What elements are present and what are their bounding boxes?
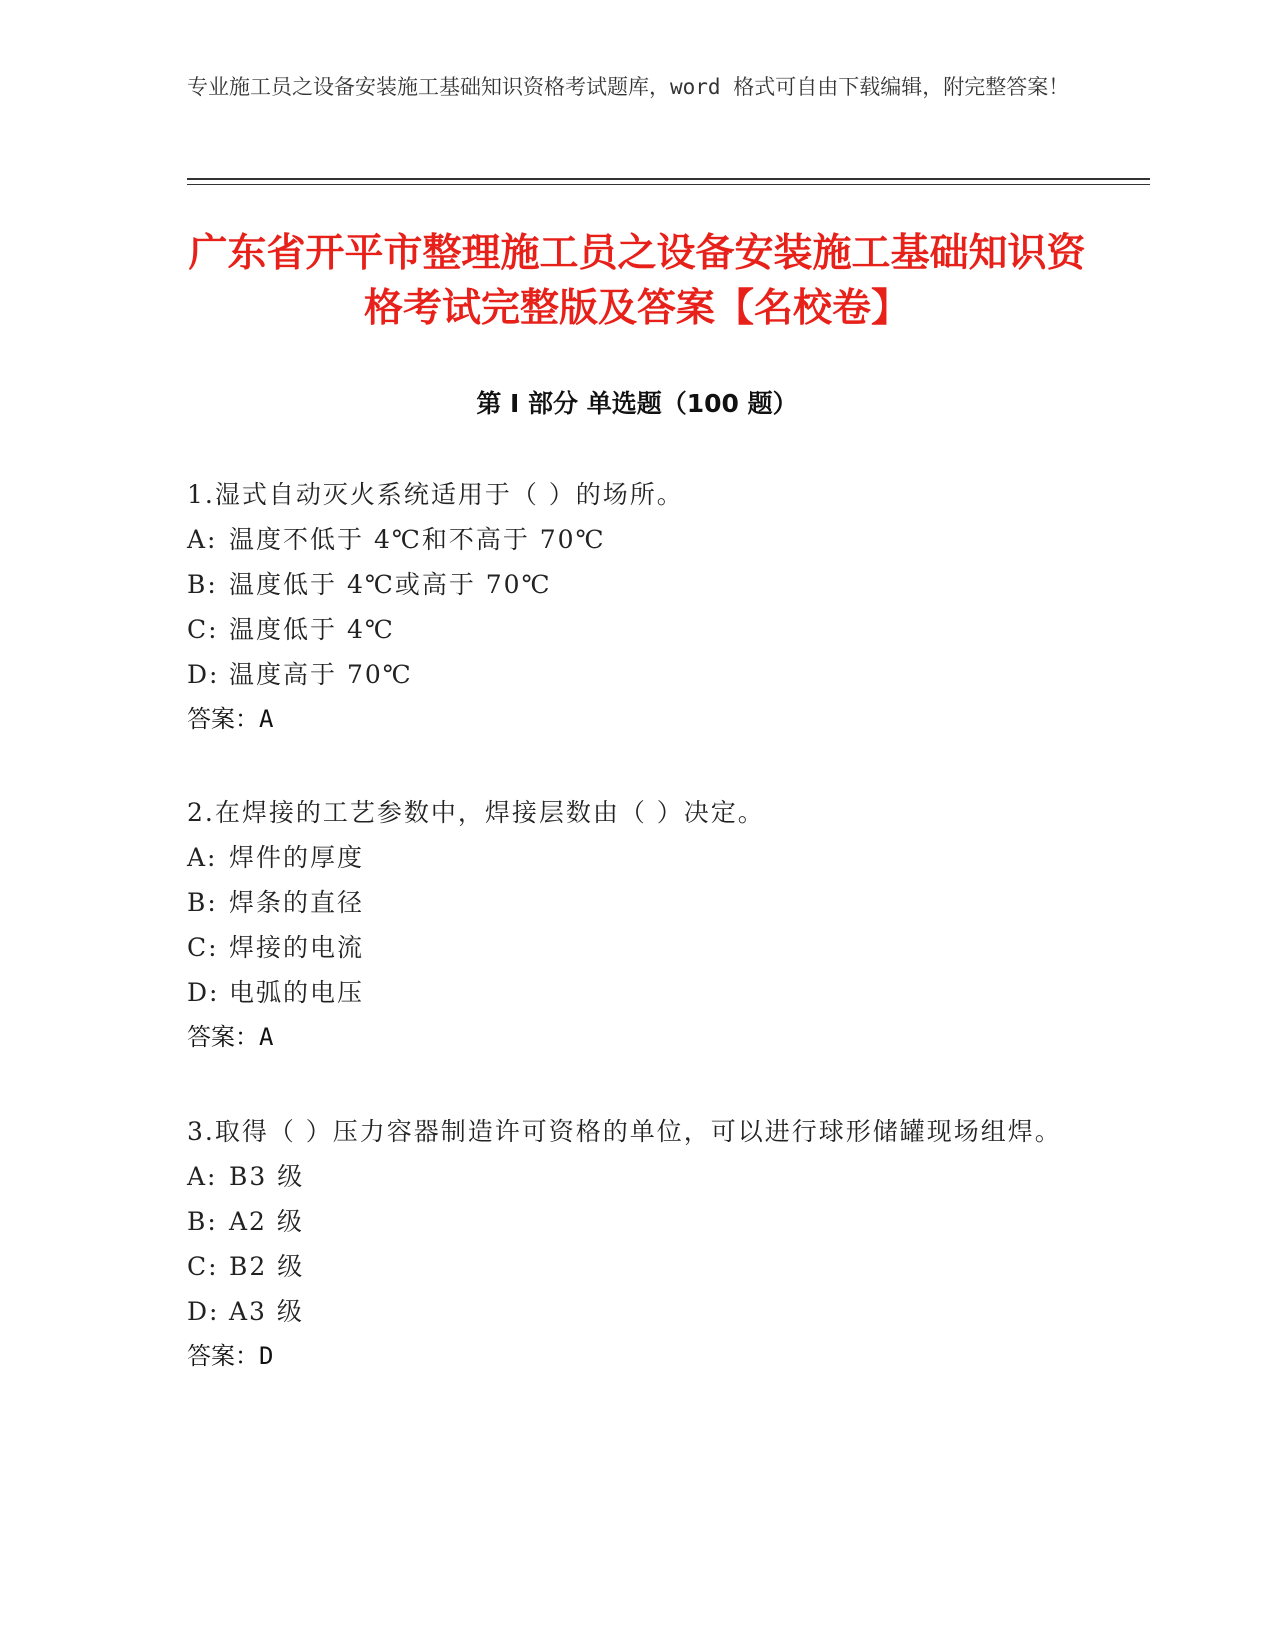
option-text: 焊接的电流 (229, 933, 365, 962)
option-text: B3 级 (229, 1162, 305, 1191)
option-d (187, 1289, 1067, 1334)
option-text: B2 级 (229, 1252, 305, 1281)
option-a (187, 517, 1067, 562)
question-stem: 2.在焊接的工艺参数中，焊接层数由（ ）决定。 (187, 798, 765, 827)
answer: 答案：A (187, 705, 274, 733)
option-key: C: (187, 933, 219, 962)
option-text: 电弧的电压 (229, 978, 365, 1007)
option-text: 温度不低于 4℃和不高于 70℃ (229, 525, 606, 554)
option-key: B: (187, 888, 218, 917)
option-text: A2 级 (229, 1207, 304, 1236)
header-note: 专业施工员之设备安装施工基础知识资格考试题库，word 格式可自由下载编辑，附完整答案！ (187, 75, 1070, 99)
option-text: 焊件的厚度 (229, 843, 365, 872)
question-3 (187, 1109, 1067, 1379)
option-b (187, 562, 1067, 607)
option-key: A: (187, 525, 218, 554)
option-key: D: (187, 978, 220, 1007)
option-a (187, 1154, 1067, 1199)
header-divider-thin (187, 184, 1150, 185)
option-text: 温度低于 4℃ (229, 615, 395, 644)
option-key: A: (187, 843, 218, 872)
option-text: 焊条的直径 (229, 888, 365, 917)
option-key: C: (187, 615, 219, 644)
option-b (187, 1199, 1067, 1244)
option-key: D: (187, 1297, 220, 1326)
document-title: 广东省开平市整理施工员之设备安装施工基础知识资格考试完整版及答案【名校卷】 (188, 231, 1086, 331)
header-divider-thick (187, 178, 1150, 180)
option-c (187, 925, 1067, 970)
question-stem: 3.取得（ ）压力容器制造许可资格的单位，可以进行球形储罐现场组焊。 (187, 1117, 1062, 1146)
question-1 (187, 472, 1067, 742)
option-key: B: (187, 570, 218, 599)
question-2 (187, 790, 1067, 1060)
answer: 答案：A (187, 1023, 274, 1051)
option-c (187, 1244, 1067, 1289)
question-stem: 1.湿式自动灭火系统适用于（ ）的场所。 (187, 480, 684, 509)
option-text: 温度高于 70℃ (229, 660, 413, 689)
option-text: A3 级 (229, 1297, 304, 1326)
answer: 答案：D (187, 1342, 274, 1370)
section-heading: 第 I 部分 单选题（100 题） (476, 389, 798, 418)
option-key: A: (187, 1162, 218, 1191)
option-text: 温度低于 4℃或高于 70℃ (229, 570, 552, 599)
option-key: B: (187, 1207, 218, 1236)
option-key: C: (187, 1252, 219, 1281)
option-d (187, 652, 1067, 697)
option-key: D: (187, 660, 220, 689)
option-b (187, 880, 1067, 925)
option-c (187, 607, 1067, 652)
option-a (187, 835, 1067, 880)
option-d (187, 970, 1067, 1015)
